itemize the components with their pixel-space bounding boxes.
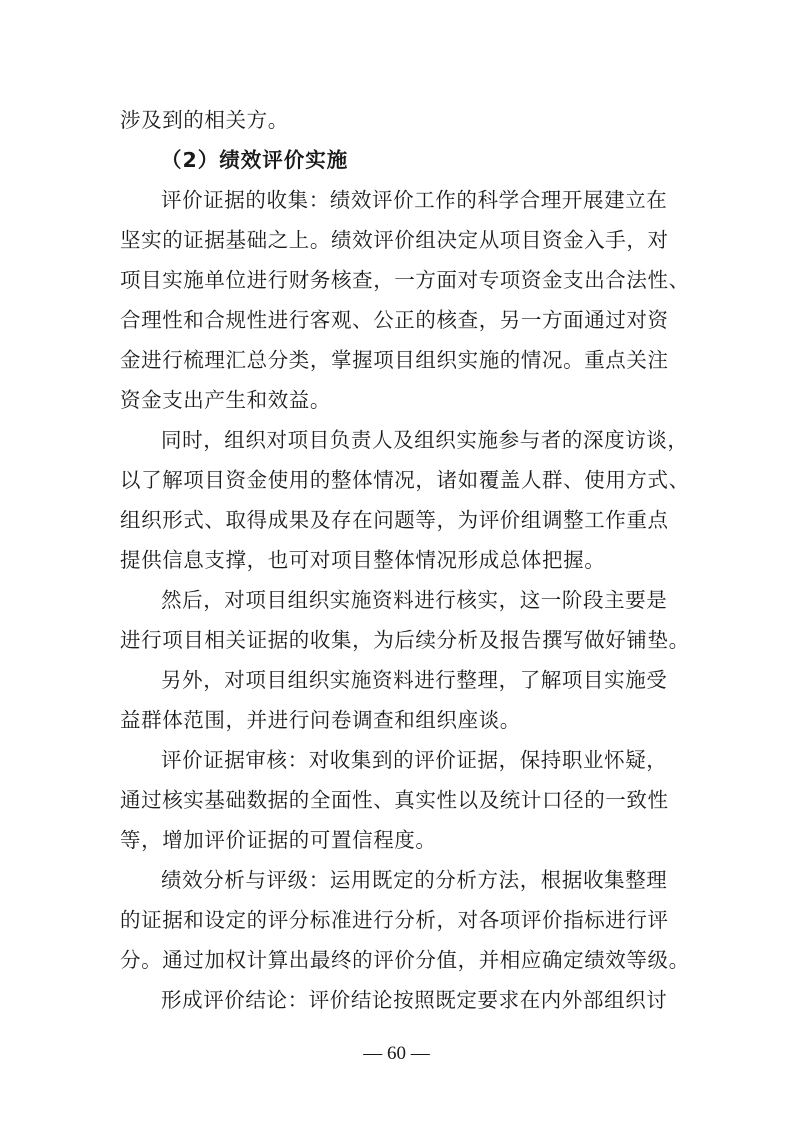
body-line: 涉及到的相关方。: [120, 108, 289, 132]
body-line: 绩效分析与评级：运用既定的分析方法，根据收集整理: [161, 868, 668, 892]
body-line: 益群体范围，并进行问卷调查和组织座谈。: [120, 708, 521, 732]
body-line: 进行项目相关证据的收集，为后续分析及报告撰写做好铺垫。: [120, 628, 690, 652]
body-line: 金进行梳理汇总分类，掌握项目组织实施的情况。重点关注: [120, 348, 669, 372]
body-line: 组织形式、取得成果及存在问题等，为评价组调整工作重点: [120, 508, 669, 532]
body-line: 项目实施单位进行财务核查，一方面对专项资金支出合法性、: [120, 268, 690, 292]
body-line: 形成评价结论：评价结论按照既定要求在内外部组织讨: [161, 988, 668, 1012]
body-line: 分。通过加权计算出最终的评价分值，并相应确定绩效等级。: [120, 948, 690, 972]
body-line: 同时，组织对项目负责人及组织实施参与者的深度访谈，: [161, 428, 689, 452]
body-line: 合理性和合规性进行客观、公正的核查，另一方面通过对资: [120, 308, 669, 332]
body-line: 另外，对项目组织实施资料进行整理，了解项目实施受: [161, 668, 668, 692]
body-line: 提供信息支撑，也可对项目整体情况形成总体把握。: [120, 548, 606, 572]
body-line: 以了解项目资金使用的整体情况，诸如覆盖人群、使用方式、: [120, 468, 690, 492]
body-line: 然后，对项目组织实施资料进行核实，这一阶段主要是: [161, 588, 668, 612]
page-number: — 60 —: [363, 1043, 430, 1064]
body-line: 的证据和设定的评分标准进行分析，对各项评价指标进行评: [120, 908, 669, 932]
body-line: 评价证据的收集：绩效评价工作的科学合理开展建立在: [161, 188, 668, 212]
body-line: 评价证据审核：对收集到的评价证据，保持职业怀疑，: [161, 748, 668, 772]
section-heading: （2）绩效评价实施: [161, 148, 349, 172]
body-line: 坚实的证据基础之上。绩效评价组决定从项目资金入手，对: [120, 228, 669, 252]
body-line: 通过核实基础数据的全面性、真实性以及统计口径的一致性: [120, 788, 669, 812]
body-line: 资金支出产生和效益。: [120, 388, 331, 412]
body-line: 等，增加评价证据的可置信程度。: [120, 828, 437, 852]
